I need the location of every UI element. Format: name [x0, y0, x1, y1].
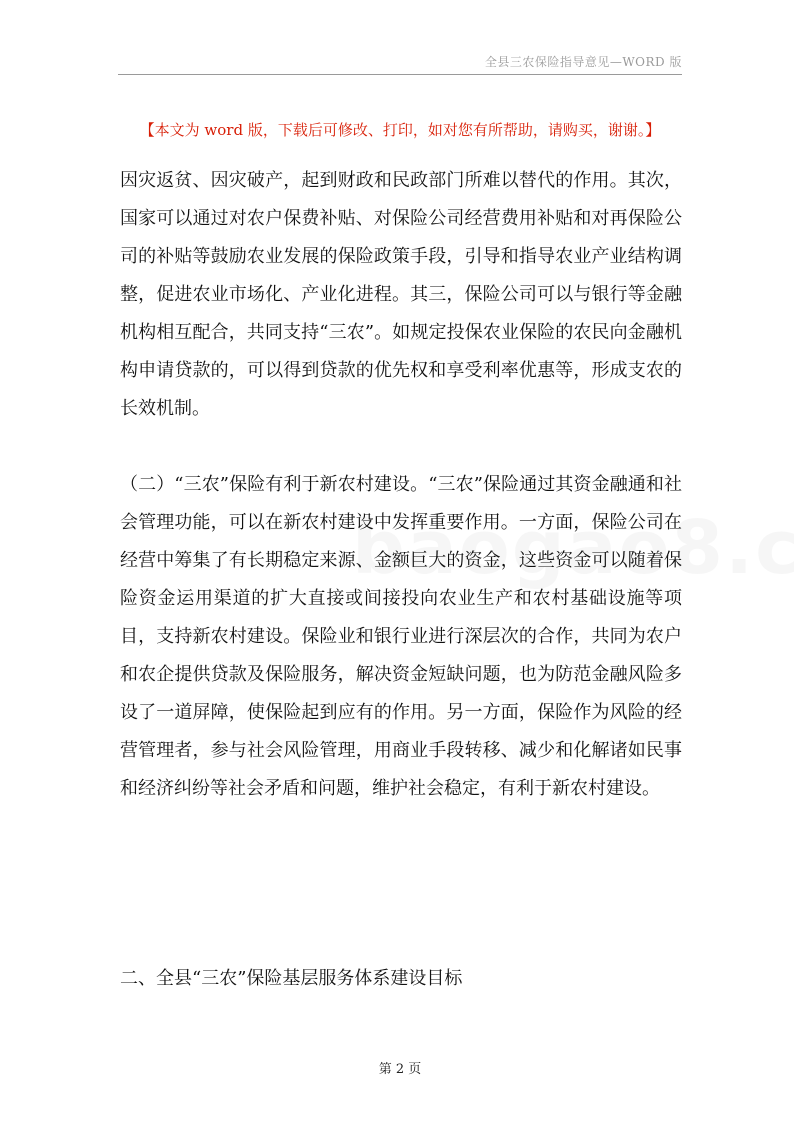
body-paragraph-1: 因灾返贫、因灾破产，起到财政和民政部门所难以替代的作用。其次，国家可以通过对农户保费补贴、对保险公司经营费用补贴和对再保险公司的补贴等鼓励农业发展的保险政策手段，引导和指导农业产业结构调整，促进农业市场化、产业化进程。其三，保险公司可以与银行等金融机构相互配合，共同支持“三农”。如规定投保农业保险的农民向金融机构申请贷款的，可以得到贷款的优先权和享受利率优惠等，形成支农的长效机制。 [120, 170, 682, 419]
download-notice: 【本文为 word 版，下载后可修改、打印，如对您有所帮助，请购买，谢谢。】 [139, 121, 661, 139]
page-number: 第 2 页 [378, 1062, 422, 1077]
section-heading: 二、全县“三农”保险基层服务体系建设目标 [120, 968, 463, 989]
document-body [120, 162, 682, 808]
body-paragraph-2: （二）“三农”保险有利于新农村建设。“三农”保险通过其资金融通和社会管理功能，可以在新农村建设中发挥重要作用。一方面，保险公司在经营中筹集了有长期稳定来源、金额巨大的资金，这些资金可以随着保险资金运用渠道的扩大直接或间接投向农业生产和农村基础设施等项目，支持新农村建设。保险业和银行业进行深层次的合作，共同为农户和农企提供贷款及保险服务，解决资金短缺问题，也为防范金融风险多设了一道屏障，使保险起到应有的作用。另一方面，保险作为风险的经营管理者，参与社会风险管理，用商业手段转移、减少和化解诸如民事和经济纠纷等社会矛盾和问题，维护社会稳定，有利于新农村建设。 [120, 474, 682, 799]
page-header [118, 54, 682, 75]
header-title: 全县三农保险指导意见—WORD 版 [484, 55, 682, 69]
